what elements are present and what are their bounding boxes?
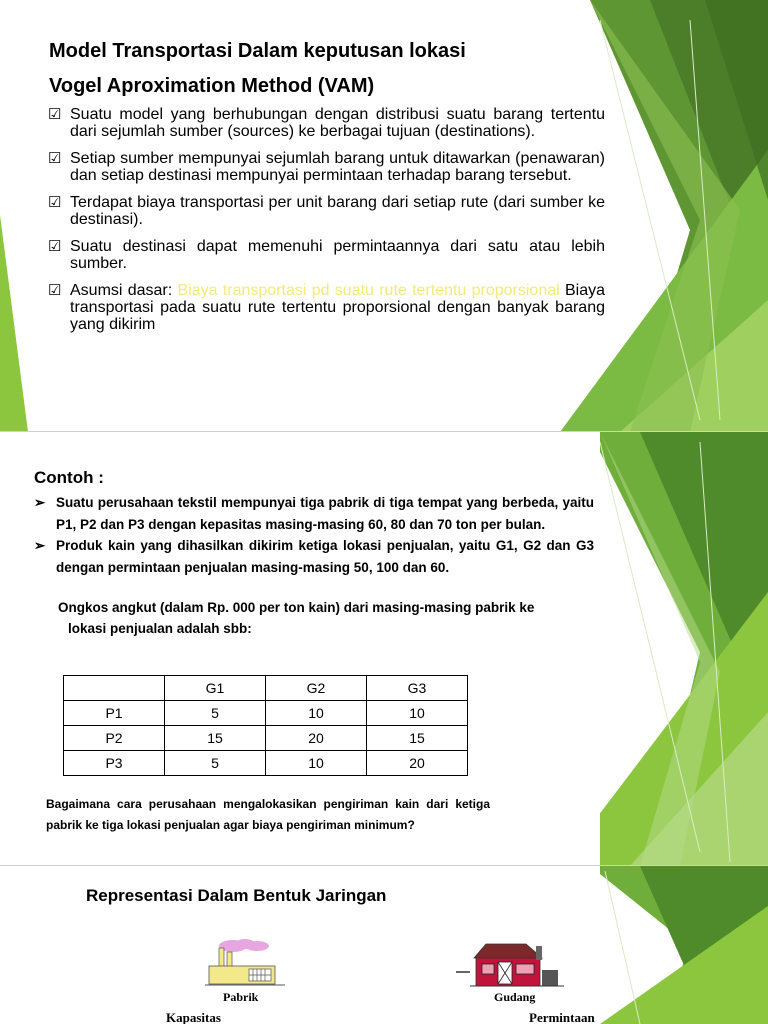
checkbox-icon: ☑	[48, 194, 62, 211]
question-text: Bagaimana cara perusahaan mengalokasikan pengiriman kain dari ketiga pabrik ke tiga lokasi penjualan agar biaya pengiriman minimum?	[46, 797, 490, 832]
table-row	[64, 701, 468, 726]
slide-title: Model Transportasi Dalam keputusan lokasi	[49, 40, 466, 62]
definition-list	[48, 106, 605, 343]
cost-intro-line: Ongkos angkut (dalam Rp. 000 per ton kain) dari masing-masing pabrik ke	[58, 600, 535, 615]
bullet-text: Biaya transportasi pada suatu rute tertentu proporsional dengan banyak barang yang dikirim	[70, 282, 606, 333]
table-row	[64, 726, 468, 751]
table-cell: 15	[165, 726, 266, 751]
factory-icon	[205, 936, 285, 988]
bullet-text: Produk kain yang dihasilkan dikirim ketiga lokasi penjualan, yaitu G1, G2 dan G3 dengan permintaan penjualan masing-masing 50, 100 dan 60.	[56, 538, 594, 575]
bullet-text: Suatu model yang berhubungan dengan distribusi suatu barang tertentu dari sejumlah sumber (sources) ke berbagai tujuan (destinations).	[70, 106, 605, 140]
arrow-bullet-icon: ➢	[34, 495, 46, 510]
slide-subtitle: Vogel Aproximation Method (VAM)	[49, 75, 375, 97]
slide-3	[0, 866, 768, 1024]
bullet-text: Suatu perusahaan tekstil mempunyai tiga pabrik di tiga tempat yang berbeda, yaitu P1, P2 dan P3 dengan kepasitas masing-masing 60, 80 dan 70 ton per bulan.	[56, 495, 594, 532]
slide-2	[0, 432, 768, 866]
barn-icon	[456, 938, 568, 990]
cost-intro	[58, 597, 594, 639]
bullet-text: Suatu destinasi dapat memenuhi permintaannya dari satu atau lebih sumber.	[70, 238, 605, 272]
table-cell: P1	[64, 701, 165, 726]
table-cell: 10	[266, 751, 367, 776]
checkbox-icon: ☑	[48, 282, 62, 299]
table-cell	[64, 676, 165, 701]
table-cell: P2	[64, 726, 165, 751]
table-cell: 10	[266, 701, 367, 726]
faded-text: Biaya transportasi pd suatu rute tertentu proporsional	[177, 282, 560, 299]
slide-1	[0, 0, 768, 432]
list-item	[34, 535, 594, 578]
destination-sub-label: Permintaan	[529, 1010, 595, 1024]
table-cell: 5	[165, 751, 266, 776]
table-cell: G1	[165, 676, 266, 701]
table-cell: 10	[367, 701, 468, 726]
bullet-text: Terdapat biaya transportasi per unit barang dari setiap rute (dari sumber ke destinasi).	[70, 194, 605, 228]
table-cell: 20	[266, 726, 367, 751]
list-item	[48, 194, 605, 228]
list-item	[48, 106, 605, 140]
table-cell: 5	[165, 701, 266, 726]
list-item	[48, 238, 605, 272]
source-label: Pabrik	[223, 990, 259, 1004]
cost-intro-line: lokasi penjualan adalah sbb:	[68, 621, 252, 636]
example-heading: Contoh :	[34, 468, 104, 487]
bullet-lead: Asumsi dasar:	[70, 282, 173, 299]
destination-label: Gudang	[494, 990, 536, 1004]
table-cell: 15	[367, 726, 468, 751]
checkbox-icon: ☑	[48, 106, 62, 123]
source-sub-label: Kapasitas	[166, 1010, 221, 1024]
table-row	[64, 751, 468, 776]
arrow-bullet-icon: ➢	[34, 538, 46, 553]
list-item	[48, 150, 605, 184]
bullet-text: Setiap sumber mempunyai sejumlah barang untuk ditawarkan (penawaran) dan setiap destinasi mempunyai permintaan terhadap barang tersebut.	[70, 150, 605, 184]
section-title: Representasi Dalam Bentuk Jaringan	[86, 886, 387, 905]
table-cell: G2	[266, 676, 367, 701]
table-header-row	[64, 676, 468, 701]
checkbox-icon: ☑	[48, 238, 62, 255]
checkbox-icon: ☑	[48, 150, 62, 167]
cost-table	[63, 675, 468, 776]
table-cell: 20	[367, 751, 468, 776]
table-cell: G3	[367, 676, 468, 701]
table-cell: P3	[64, 751, 165, 776]
example-list	[34, 492, 594, 578]
list-item	[34, 492, 594, 535]
list-item	[48, 282, 605, 333]
